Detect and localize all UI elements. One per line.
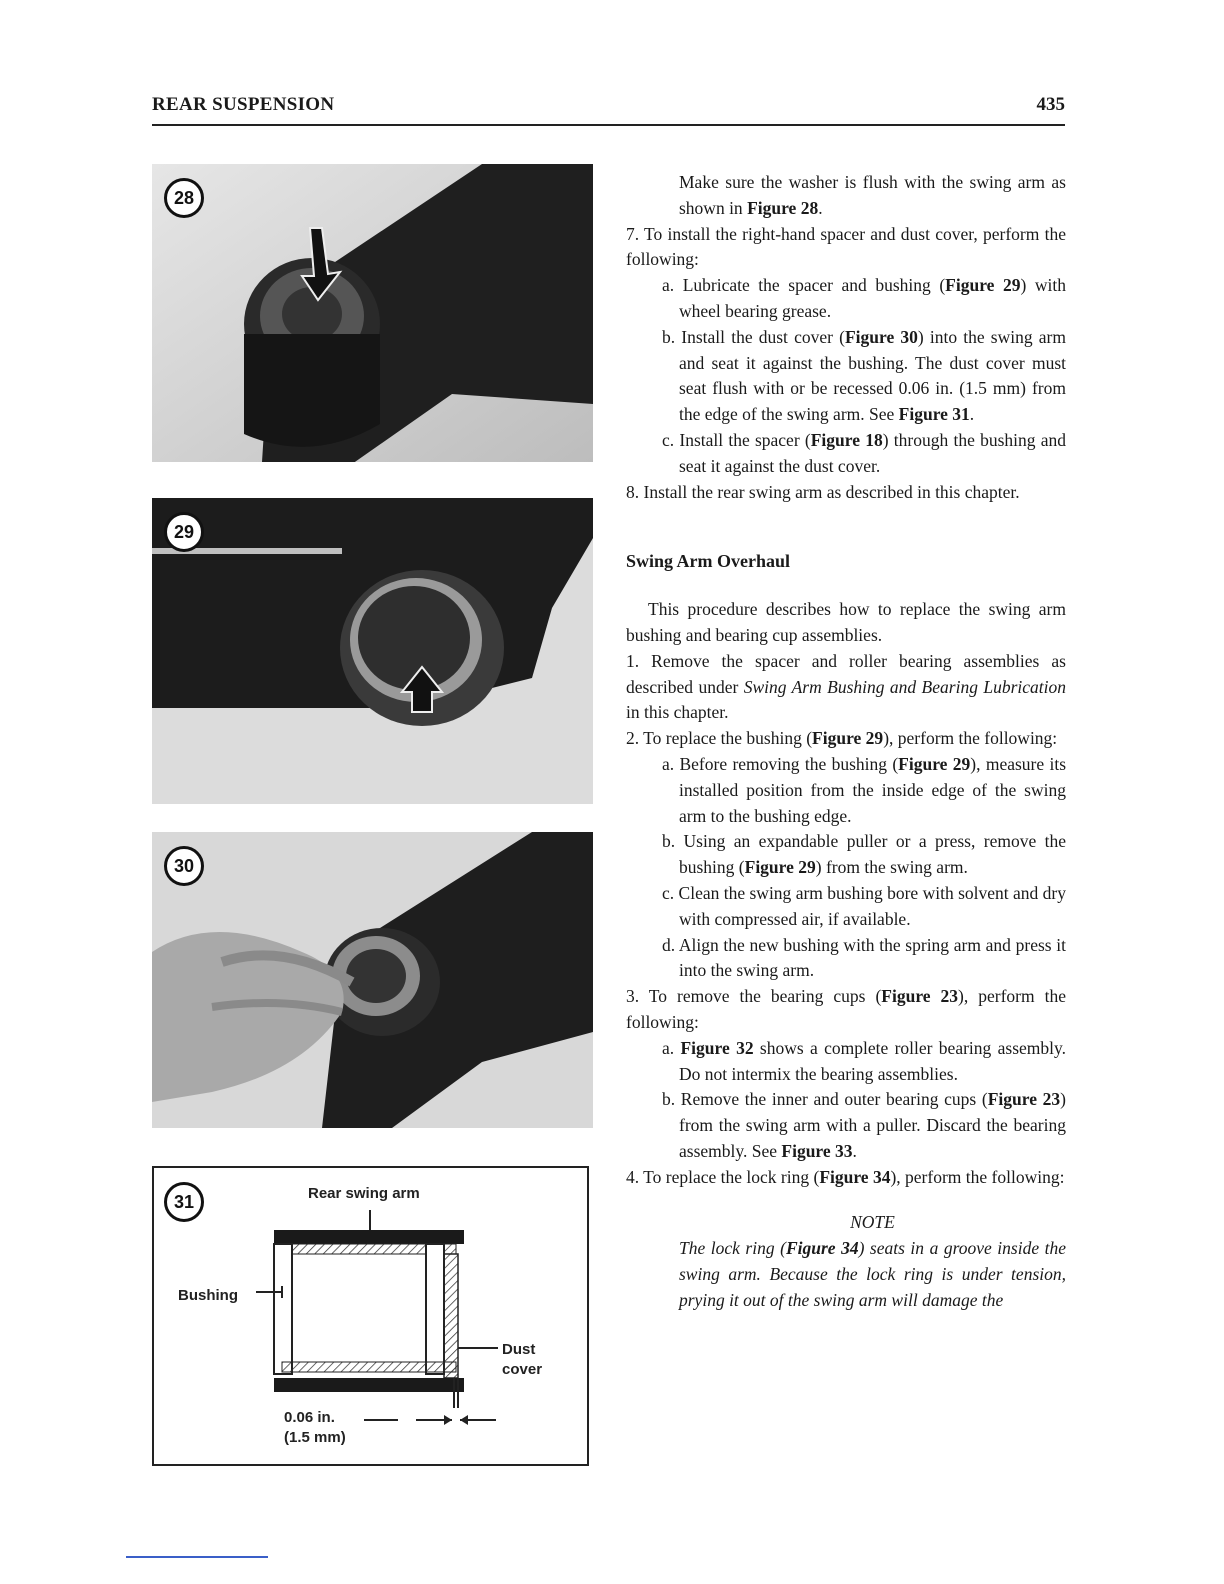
- overhaul-step-2: 2. To replace the bushing (Figure 29), perform the following:: [626, 728, 1058, 749]
- intro-paragraph: This procedure describes how to replace the swing arm bushing and bearing cup assemblies.: [626, 599, 1066, 645]
- dust-cover-install-image: [152, 832, 593, 1128]
- overhaul-step-3a: a. Figure 32 shows a complete roller bearing assembly. Do not intermix the bearing assemblies.: [662, 1037, 1066, 1084]
- figure-28-photo: [152, 164, 593, 462]
- note-text: The lock ring (Figure 34) seats in a groove inside the swing arm. Because the lock ring is under tension, prying it out of the swing arm will damage the: [679, 1238, 1066, 1310]
- step-7b: b. Install the dust cover (Figure 30) into the swing arm and seat it against the bushing. The dust cover must seat flush with or be recessed 0.06 in. (1.5 mm) from the edge of the swing arm. See Figure 31.: [662, 326, 1066, 425]
- figure-28-badge: 28: [164, 178, 204, 218]
- page-header: [152, 94, 1065, 126]
- chapter-title: REAR SUSPENSION: [152, 94, 335, 115]
- footer-rule: [126, 1556, 268, 1558]
- overhaul-step-4: 4. To replace the lock ring (Figure 34), perform the following:: [626, 1166, 1065, 1187]
- section-heading: Swing Arm Overhaul: [626, 551, 791, 572]
- figure-29-badge: 29: [164, 512, 204, 552]
- step-7a: a. Lubricate the spacer and bushing (Figure 29) with wheel bearing grease.: [662, 275, 1066, 321]
- body-text: [626, 170, 1066, 1314]
- overhaul-step-2d: d. Align the new bushing with the spring arm and press it into the swing arm.: [662, 934, 1066, 981]
- overhaul-step-3b: b. Remove the inner and outer bearing cups (Figure 23) from the swing arm with a puller. Discard the bearing assembly. See Figure 33.: [662, 1089, 1066, 1161]
- figure-31-diagram: [152, 1166, 589, 1466]
- step-7: 7. To install the right-hand spacer and dust cover, perform the following:: [626, 223, 1066, 270]
- figure-30-photo: [152, 832, 593, 1128]
- swing-arm-bushing-image: [152, 498, 593, 804]
- bushing-cross-section: [154, 1168, 591, 1468]
- figure-29-photo: [152, 498, 593, 804]
- figure-30-badge: 30: [164, 846, 204, 886]
- note-heading: NOTE: [850, 1212, 895, 1233]
- bushing-label: Bushing: [178, 1287, 238, 1304]
- step-7c: c. Install the spacer (Figure 18) through the bushing and seat it against the dust cover.: [662, 429, 1066, 476]
- step-8: 8. Install the rear swing arm as described in this chapter.: [626, 481, 1020, 502]
- overhaul-step-2a: a. Before removing the bushing (Figure 29), measure its installed position from the inside edge of the swing arm to the bushing edge.: [662, 753, 1067, 826]
- dimension-in-label: 0.06 in.: [284, 1409, 335, 1426]
- paragraph-washer: Make sure the washer is flush with the swing arm as shown in Figure 28.: [679, 172, 1066, 218]
- rear-swing-arm-label: Rear swing arm: [308, 1185, 420, 1202]
- overhaul-step-2c: c. Clean the swing arm bushing bore with solvent and dry with compressed air, if available.: [662, 882, 1066, 929]
- page-number: 435: [1036, 94, 1065, 115]
- figure-31-badge: 31: [164, 1182, 204, 1222]
- dimension-mm-label: (1.5 mm): [284, 1429, 346, 1446]
- cover-label: cover: [502, 1361, 543, 1378]
- overhaul-step-2b: b. Using an expandable puller or a press, remove the bushing (Figure 29) from the swing arm.: [662, 831, 1066, 878]
- overhaul-step-3: 3. To remove the bearing cups (Figure 23), perform the following:: [626, 986, 1066, 1032]
- swing-arm-washer-image: [152, 164, 593, 462]
- overhaul-step-1: 1. Remove the spacer and roller bearing assemblies as described under Swing Arm Bushing and Bearing Lubrication in this chapter.: [626, 650, 1066, 723]
- dust-label: Dust: [502, 1341, 536, 1358]
